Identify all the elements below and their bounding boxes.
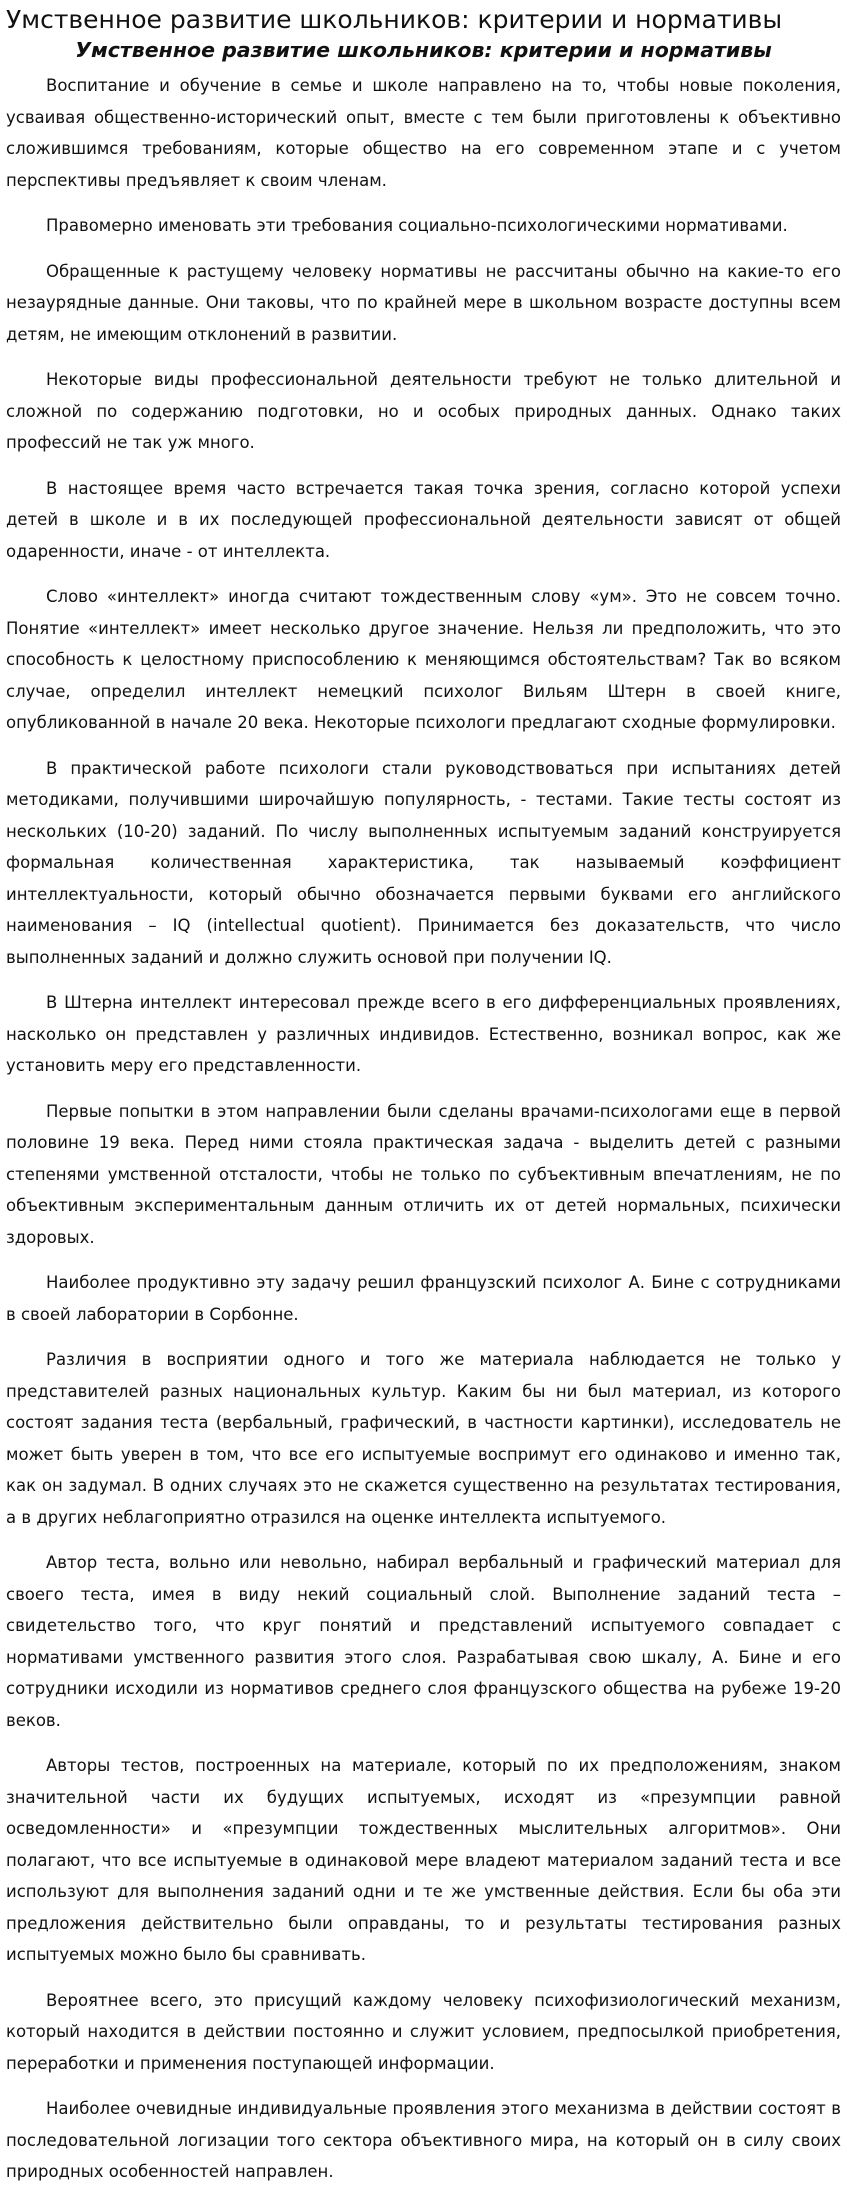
paragraph: Воспитание и обучение в семье и школе направлено на то, чтобы новые поколения, усваивая общественно-исторический опыт, вместе с тем были приготовлены к объективно сложившимся требованиям, которые общество на его современном этапе и с учетом перспективы предъявляет к своим членам. <box>6 76 841 190</box>
paragraph: В настоящее время часто встречается такая точка зрения, согласно которой успехи детей в школе и в их последующей профессиональной деятельности зависят от общей одаренности, иначе - от интеллекта. <box>6 478 841 561</box>
article-subtitle: Умственное развитие школьников: критерии и нормативы <box>75 37 772 62</box>
paragraph: Автор теста, вольно или невольно, набирал вербальный и графический материал для своего теста, имея в виду некий социальный слой. Выполнение заданий теста – свидетельство того, что круг понятий и представлений испытуемого совпадает с нормативами умственного развития этого слоя. Разрабатывая свою шкалу, А. Бине и его сотрудники исходили из нормативов среднего слоя французского общества на рубеже 19-20 веков. <box>6 1553 841 1730</box>
paragraph: В практической работе психологи стали руководствоваться при испытаниях детей методиками, получившими широчайшую популярность, - тестами. Такие тесты состоят из нескольких (10-20) заданий. По числу выполненных испытуемым заданий конструируется формальная количественная характеристика, так называемый коэффициент интеллектуальности, который обычно обозначается первыми буквами его английского наименования – IQ (intellectual quotient). Принимается без доказательств, что число выполненных заданий и должно служить основой при получении IQ. <box>6 758 841 967</box>
paragraph: Некоторые виды профессиональной деятельности требуют не только длительной и сложной по содержанию подготовки, но и особых природных данных. Однако таких профессий не так уж много. <box>6 370 841 453</box>
paragraph: В Штерна интеллект интересовал прежде всего в его дифференциальных проявлениях, насколько он представлен у различных индивидов. Естественно, возникал вопрос, как же установить меру его представленности. <box>6 993 841 1076</box>
paragraph: Слово «интеллект» иногда считают тождественным слову «ум». Это не совсем точно. Понятие «интеллект» имеет несколько другое значение. Нельзя ли предположить, что это способность к целостному приспособлению к меняющимся обстоятельствам? Так во всяком случае, определил интеллект немецкий психолог Вильям Штерн в своей книге, опубликованной в начале 20 века. Некоторые психологи предлагают сходные формулировки. <box>6 587 841 733</box>
paragraph: Наиболее продуктивно эту задачу решил французский психолог А. Бине с сотрудниками в своей лаборатории в Сорбонне. <box>6 1273 841 1324</box>
paragraph: Правомерно именовать эти требования социально-психологическими нормативами. <box>46 216 788 236</box>
paragraph: Авторы тестов, построенных на материале, который по их предположениям, знаком значительной части их будущих испытуемых, исходят из «презумпции равной осведомленности» и «презумпции тождественных мыслительных алгоритмов». Они полагают, что все испытуемые в одинаковой мере владеют материалом заданий теста и все используют для выполнения заданий одни и те же умственные действия. Если бы оба эти предложения действительно были оправданы, то и результаты тестирования разных испытуемых можно было бы сравнивать. <box>6 1756 841 1965</box>
paragraph: Вероятнее всего, это присущий каждому человеку психофизиологический механизм, который находится в действии постоянно и служит условием, предпосылкой приобретения, переработки и применения поступающей информации. <box>6 1990 841 2073</box>
paragraph: Различия в восприятии одного и того же материала наблюдается не только у представителей разных национальных культур. Каким бы ни был материал, из которого состоят задания теста (вербальный, графический, в частности картинки), исследователь не может быть уверен в том, что все его испытуемые воспримут его одинаково и именно так, как он задумал. В одних случаях это не скажется существенно на результатах тестирования, а в других неблагоприятно отразился на оценке интеллекта испытуемого. <box>6 1350 841 1527</box>
paragraph: Наиболее очевидные индивидуальные проявления этого механизма в действии состоят в последовательной логизации того сектора объективного мира, на который он в силу своих природных особенностей направлен. <box>6 2099 841 2182</box>
paragraph: Обращенные к растущему человеку нормативы не рассчитаны обычно на какие-то его незаурядные данные. Они таковы, что по крайней мере в школьном возрасте доступны всем детям, не имеющим отклонений в развитии. <box>6 261 841 344</box>
page-title: Умственное развитие школьников: критерии и нормативы <box>6 5 783 34</box>
paragraph: Первые попытки в этом направлении были сделаны врачами-психологами еще в первой половине 19 века. Перед ними стояла практическая задача - выделить детей с разными степенями умственной отсталости, чтобы не только по субъективным впечатлениям, не по объективным экспериментальным данным отличить их от детей нормальных, психически здоровых. <box>6 1101 841 1247</box>
